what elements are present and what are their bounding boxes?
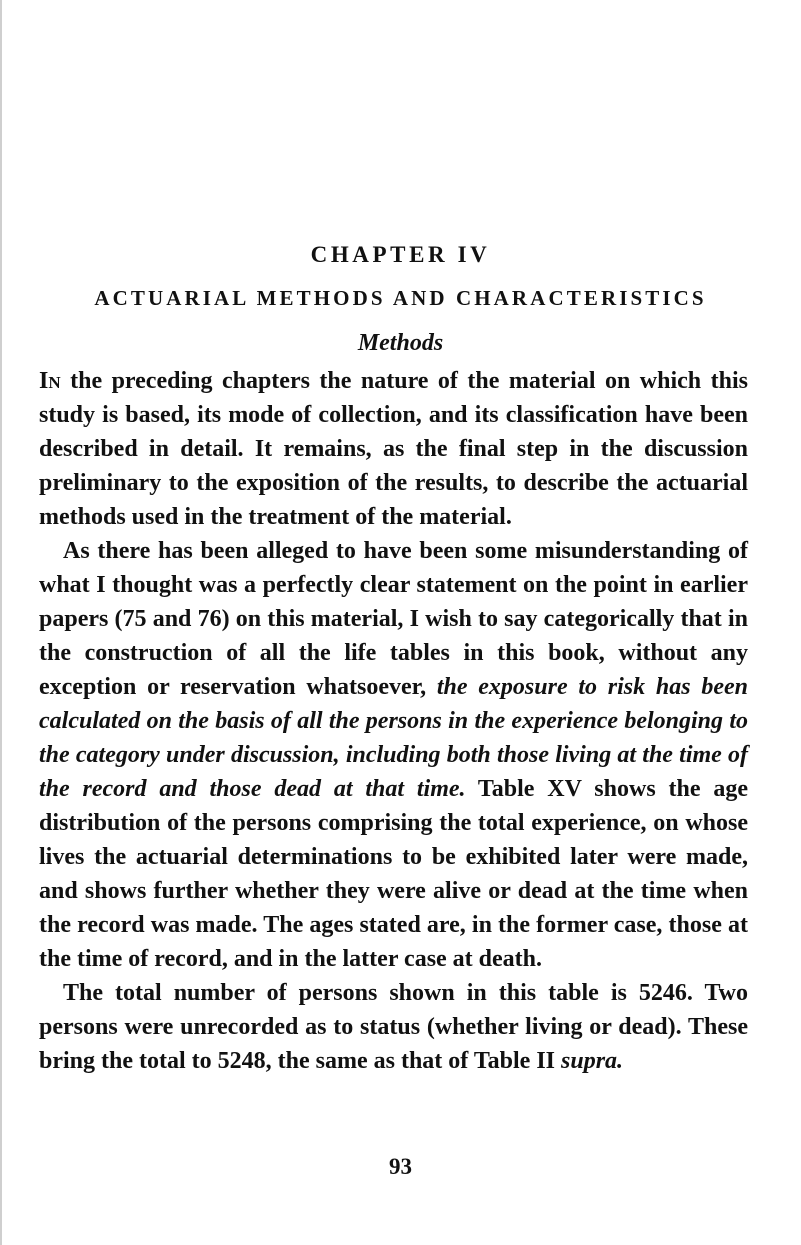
body-text	[39, 364, 748, 1078]
chapter-title: ACTUARIAL METHODS AND CHARACTERISTICS	[94, 286, 707, 310]
paragraph-2	[39, 534, 748, 976]
paragraph-1	[39, 364, 748, 534]
paragraph-2-text-after: Table XV shows the age distribution of the persons comprising the total experience, on whose lives the actuarial determinations to be exhibited later were made, and shows further whether they were alive or dead at the time when the record was made. The ages stated are, in the former case, those at the time of record, and in the latter case at death.	[39, 776, 748, 972]
section-heading: Methods	[357, 330, 444, 356]
paragraph-1-text: the preceding chapters the nature of the material on which this study is based, its mode of collection, and its classification have been described in detail. It remains, as the final step in the discussion preliminary to the exposition of the results, to describe the actuarial methods used in the treatment of the material.	[39, 368, 748, 530]
page-number: 93	[389, 1154, 412, 1179]
chapter-label: CHAPTER IV	[310, 242, 491, 267]
paragraph-3	[39, 976, 748, 1078]
paragraph-3-text-before: The total number of persons shown in this table is 5246. Two persons were unrecorded as to status (whether living or dead). These bring the total to 5248, the same as that of Table II	[39, 980, 748, 1074]
paragraph-2-text-before: As there has been alleged to have been some misunderstanding of what I thought was a perfectly clear statement on the point in earlier papers (75 and 76) on this material, I wish to say categorically that in the construction of all the life tables in this book, without any exception or reservation whatsoever,	[39, 538, 748, 700]
paragraph-2-emphasis: the exposure to risk has been calculated on the basis of all the persons in the experience belonging to the category under discussion, including both those living at the time of the record and those dead at that time.	[39, 674, 748, 802]
opening-word: In	[39, 368, 61, 394]
page-edge-shadow	[0, 0, 2, 1245]
paragraph-3-emphasis: supra.	[561, 1048, 624, 1074]
